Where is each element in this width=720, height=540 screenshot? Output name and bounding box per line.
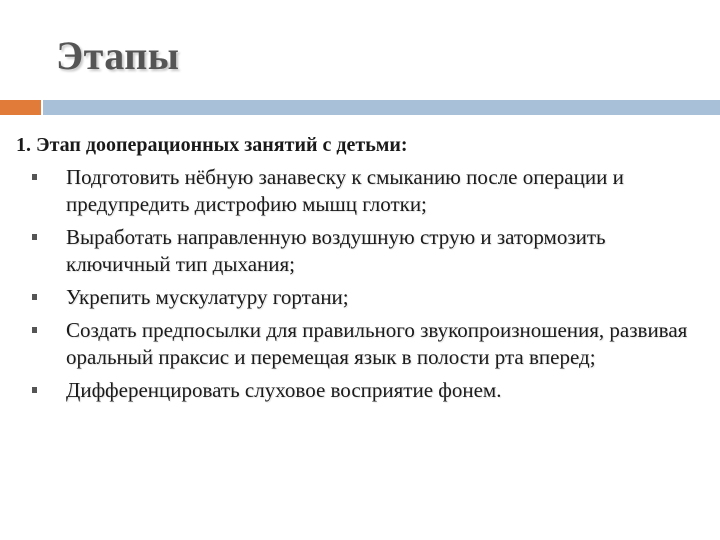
square-bullet-icon [32, 174, 37, 180]
list-item-text: Создать предпосылки для правильного звукопроизношения, развивая оральный праксис и перемещая язык в полости рта вперед; [66, 318, 688, 369]
square-bullet-icon [32, 327, 37, 333]
slide-content [16, 132, 706, 410]
list-item [16, 317, 706, 371]
list-item [16, 224, 706, 278]
list-item-text: Выработать направленную воздушную струю и затормозить ключичный тип дыхания; [66, 225, 606, 276]
list-item [16, 377, 706, 404]
list-item [16, 164, 706, 218]
list-item [16, 284, 706, 311]
bullet-list [16, 164, 706, 404]
slide-title: Этапы [56, 33, 180, 78]
square-bullet-icon [32, 234, 37, 240]
accent-bar-blue [43, 100, 720, 115]
section-heading: 1. Этап дооперационных занятий с детьми: [16, 134, 408, 156]
list-item-text: Подготовить нёбную занавеску к смыканию после операции и предупредить дистрофию мышц глотки; [66, 165, 624, 216]
square-bullet-icon [32, 387, 37, 393]
list-item-text: Дифференцировать слуховое восприятие фонем. [66, 378, 502, 402]
accent-bar-orange [0, 100, 41, 115]
square-bullet-icon [32, 294, 37, 300]
list-item-text: Укрепить мускулатуру гортани; [66, 285, 349, 309]
